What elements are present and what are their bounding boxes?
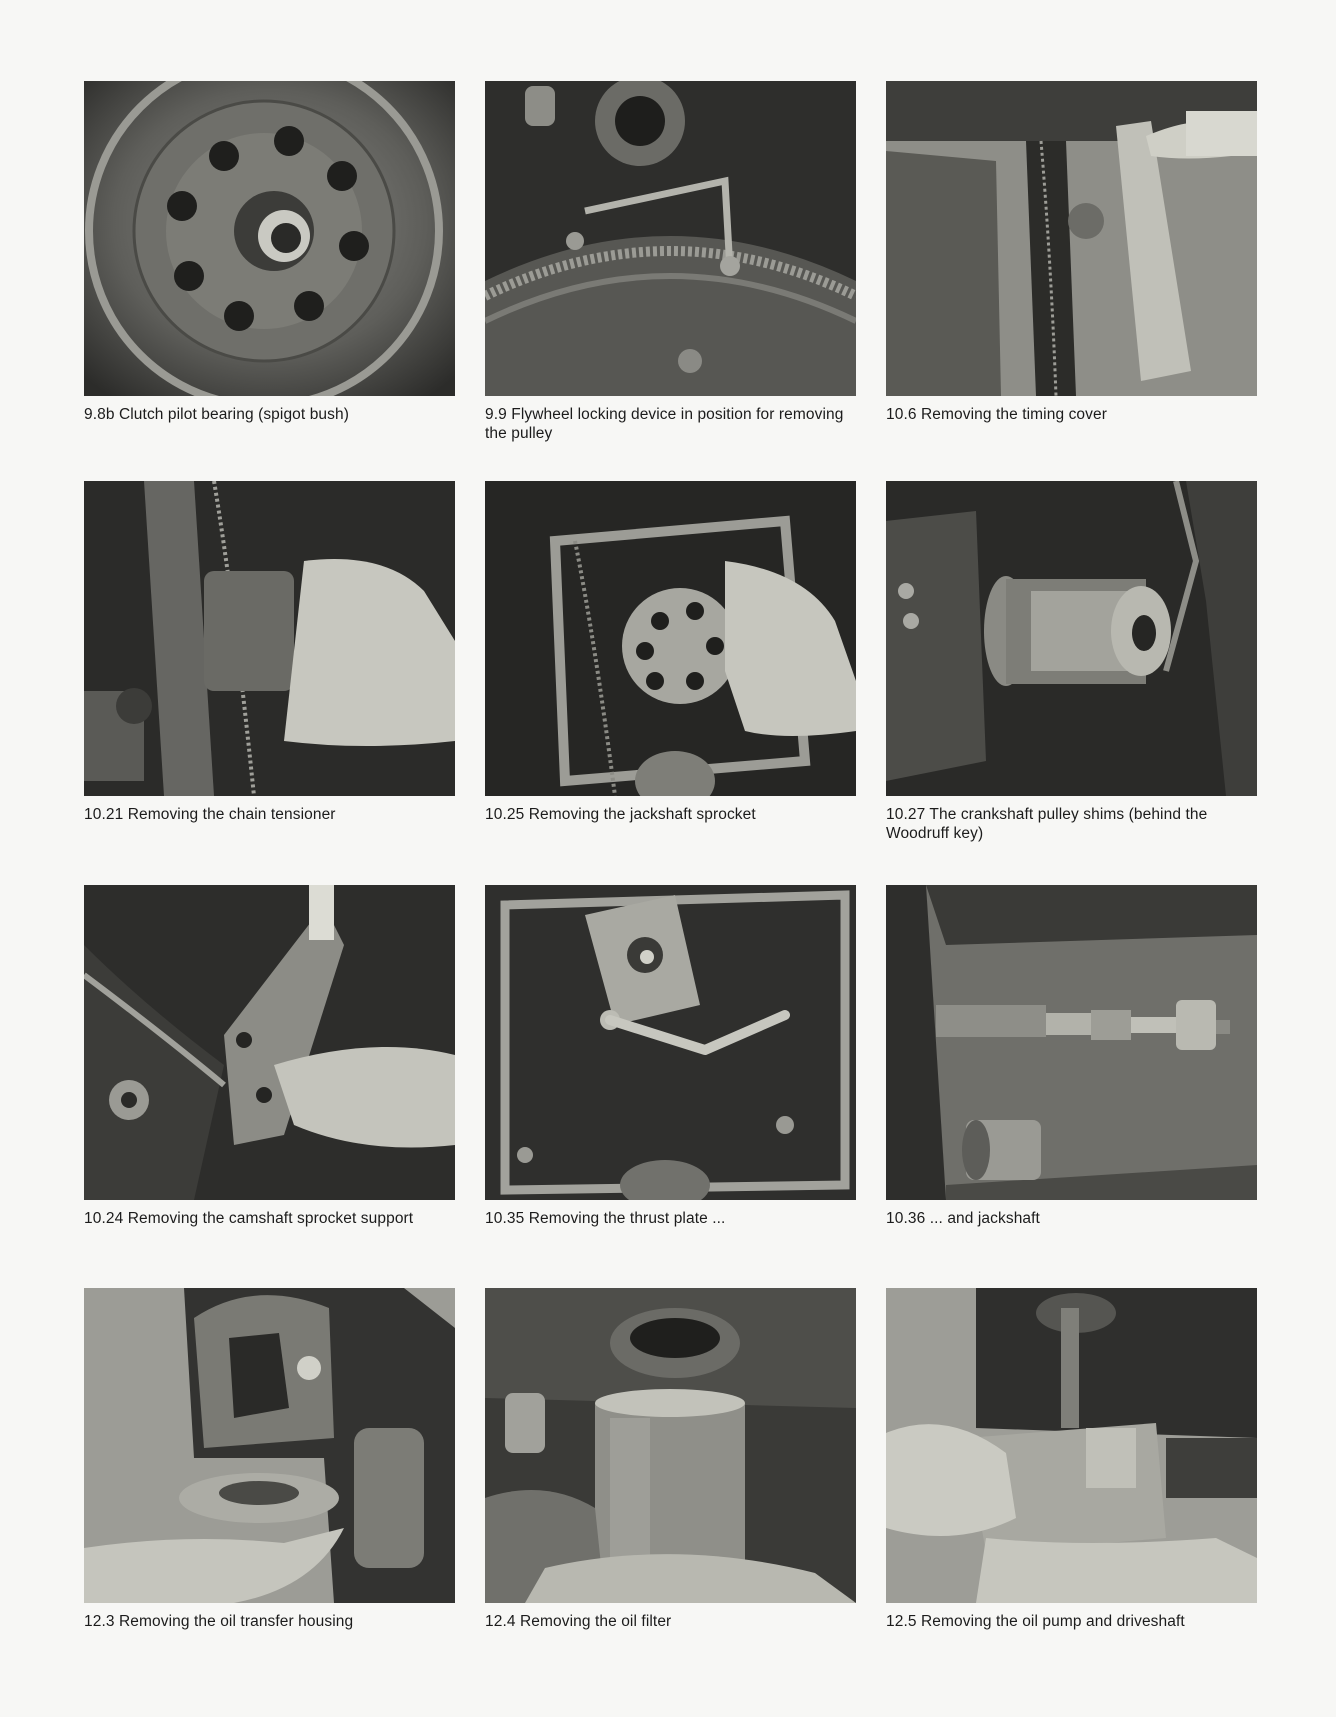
figure-caption: 10.35 Removing the thrust plate ...	[485, 1210, 726, 1227]
figure-caption: 12.5 Removing the oil pump and driveshaft	[886, 1613, 1185, 1630]
figure-12-3	[84, 1288, 455, 1631]
figure-10-21	[84, 481, 455, 824]
figure-9-9	[485, 81, 856, 443]
figure-caption: 10.27 The crankshaft pulley shims (behind the Woodruff key)	[886, 806, 1208, 842]
oil-transfer-housing-photo	[84, 1288, 455, 1603]
figure-caption: 9.9 Flywheel locking device in position for removing the pulley	[485, 406, 844, 442]
thrust-plate-photo	[485, 885, 856, 1200]
figure-10-25	[485, 481, 856, 824]
flywheel-locking-device-photo	[485, 81, 856, 396]
figure-caption: 10.24 Removing the camshaft sprocket support	[84, 1210, 414, 1227]
figure-10-6	[886, 81, 1257, 424]
figure-caption: 10.6 Removing the timing cover	[886, 406, 1107, 423]
figure-10-35	[485, 885, 856, 1228]
jackshaft-photo	[886, 885, 1257, 1200]
figure-caption: 10.36 ... and jackshaft	[886, 1210, 1040, 1227]
chain-tensioner-photo	[84, 481, 455, 796]
figure-12-4	[485, 1288, 856, 1631]
clutch-pilot-bearing-photo	[84, 81, 455, 396]
figure-caption: 9.8b Clutch pilot bearing (spigot bush)	[84, 406, 349, 423]
figure-10-24	[84, 885, 455, 1228]
figure-9-8b	[84, 81, 455, 424]
figure-caption: 10.21 Removing the chain tensioner	[84, 806, 336, 823]
jackshaft-sprocket-photo	[485, 481, 856, 796]
figure-10-36	[886, 885, 1257, 1228]
figure-caption: 10.25 Removing the jackshaft sprocket	[485, 806, 756, 823]
camshaft-sprocket-support-photo	[84, 885, 455, 1200]
figure-caption: 12.4 Removing the oil filter	[485, 1613, 672, 1630]
figure-10-27	[886, 481, 1257, 843]
oil-filter-photo	[485, 1288, 856, 1603]
figure-12-5	[886, 1288, 1257, 1631]
crankshaft-pulley-shims-photo	[886, 481, 1257, 796]
timing-cover-photo	[886, 81, 1257, 396]
figure-caption: 12.3 Removing the oil transfer housing	[84, 1613, 354, 1630]
oil-pump-driveshaft-photo	[886, 1288, 1257, 1603]
